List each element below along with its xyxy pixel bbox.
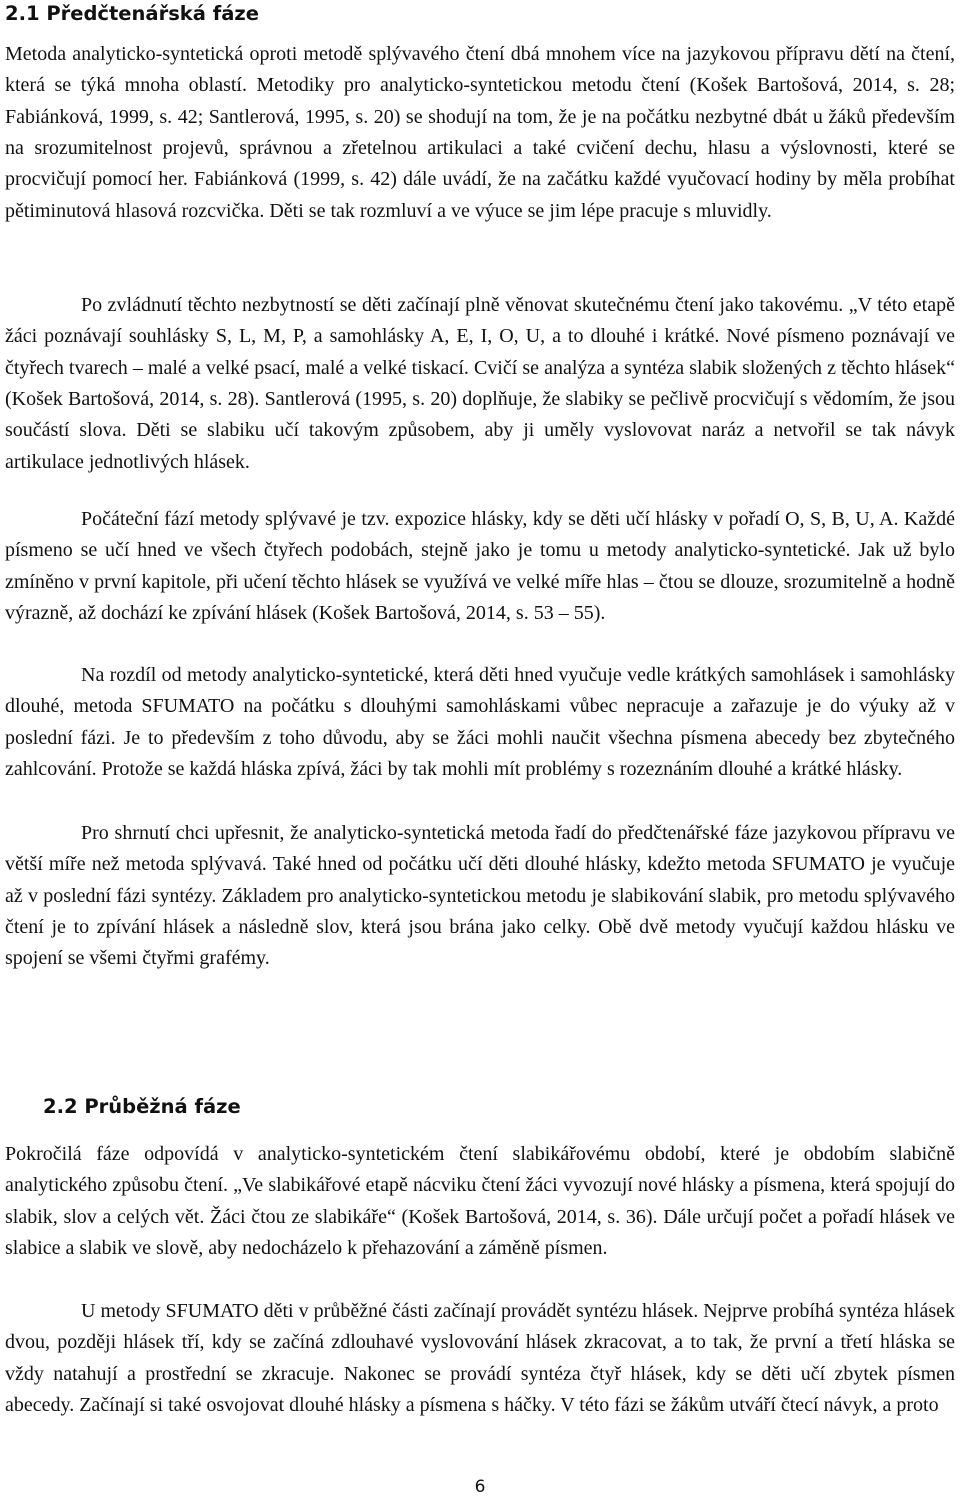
section-heading: 2.1 Předčtenářská fáze [5,2,259,25]
paragraph: Na rozdíl od metody analyticko-syntetické, která děti hned vyučuje vedle krátkých samohlásek i samohlásky dlouhé, metoda SFUMATO na počátku s dlouhými samohláskami vůbec nepracuje a zařazuje je do výuky až v poslední fázi. Je to především z toho důvodu, aby se žáci mohli naučit všechna písmena abecedy bez zbytečného zahlcování. Protože se každá hláska zpívá, žáci by tak mohli mít problémy s rozeznáním dlouhé a krátké hlásky. [5,664,955,781]
paragraph: Metoda analyticko-syntetická oproti metodě splývavého čtení dbá mnohem více na jazykovou přípravu dětí na čtení, která se týká mnoha oblastí. Metodiky pro analyticko-syntetickou metodu čtení (Košek Bartošová, 2014, s. 28; Fabiánková, 1999, s. 42; Santlerová, 1995, s. 20) se shodují na tom, že je na počátku nezbytné dbát u žáků především na srozumitelnost projevů, správnou a zřetelnou artikulaci a také cvičení dechu, hlasu a výslovnosti, které se procvičují pomocí her. Fabiánková (1999, s. 42) dále uvádí, že na začátku každé vyučovací hodiny by měla probíhat pětiminutová hlasová rozcvička. Děti se tak rozmluví a ve výuce se jim lépe pracuje s mluvidly. [5,43,955,222]
paragraph: Pokročilá fáze odpovídá v analyticko-syntetickém čtení slabikářovému období, které je obdobím slabičně analytického způsobu čtení. „Ve slabikářové etapě nácviku čtení žáci vyvozují nové hlásky a písmena, která spojují do slabik, slov a celých vět. Žáci čtou ze slabikáře“ (Košek Bartošová, 2014, s. 36). Dále určují počet a pořadí hlásek ve slabice a slabik ve slově, aby nedocházelo k přehazování a záměně písmen. [5,1143,955,1260]
paragraph: Počáteční fází metody splývavé je tzv. expozice hlásky, kdy se děti učí hlásky v pořadí O, S, B, U, A. Každé písmeno se učí hned ve všech čtyřech podobách, stejně jako je tomu u metody analyticko-syntetické. Jak už bylo zmíněno v první kapitole, při učení těchto hlásek se využívá ve velké míře hlas – čtou se dlouze, srozumitelně a hodně výrazně, až dochází ke zpívání hlásek (Košek Bartošová, 2014, s. 53 – 55). [5,508,955,625]
paragraph: Po zvládnutí těchto nezbytností se děti začínají plně věnovat skutečnému čtení jako takovému. „V této etapě žáci poznávají souhlásky S, L, M, P, a samohlásky A, E, I, O, U, a to dlouhé i krátké. Nové písmeno poznávají ve čtyřech tvarech – malé a velké psací, malé a velké tiskací. Cvičí se analýza a syntéza slabik složených z těchto hlásek“ (Košek Bartošová, 2014, s. 28). Santlerová (1995, s. 20) doplňuje, že slabiky se pečlivě procvičují s vědomím, že jsou součástí slova. Děti se slabiku učí takovým způsobem, aby ji uměly vyslovovat naráz a netvořil se tak návyk artikulace jednotlivých hlásek. [5,294,955,473]
section-heading: 2.2 Průběžná fáze [43,1095,241,1118]
paragraph: Pro shrnutí chci upřesnit, že analyticko-syntetická metoda řadí do předčtenářské fáze jazykovou přípravu ve větší míře než metoda splývavá. Také hned od počátku učí děti dlouhé hlásky, kdežto metoda SFUMATO je vyučuje až v poslední fázi syntézy. Základem pro analyticko-syntetickou metodu je slabikování slabik, pro metodu splývavého čtení je to zpívání hlásek a následně slov, která jsou brána jako celky. Obě dvě metody vyučují každou hlásku ve spojení se všemi čtyřmi grafémy. [5,822,955,970]
paragraph: U metody SFUMATO děti v průběžné části začínají provádět syntézu hlásek. Nejprve probíhá syntéza hlásek dvou, později hlásek tří, kdy se začíná zdlouhavé vyslovování hlásek zkracovat, a to tak, že první a třetí hláska se vždy natahují a prostřední se zkracuje. Nakonec se provádí syntéza čtyř hlásek, kdy se děti učí zbytek písmen abecedy. Začínají si také osvojovat dlouhé hlásky a písmena s háčky. V této fázi se žákům utváří čtecí návyk, a proto [5,1300,955,1417]
page-number: 6 [474,1477,486,1497]
